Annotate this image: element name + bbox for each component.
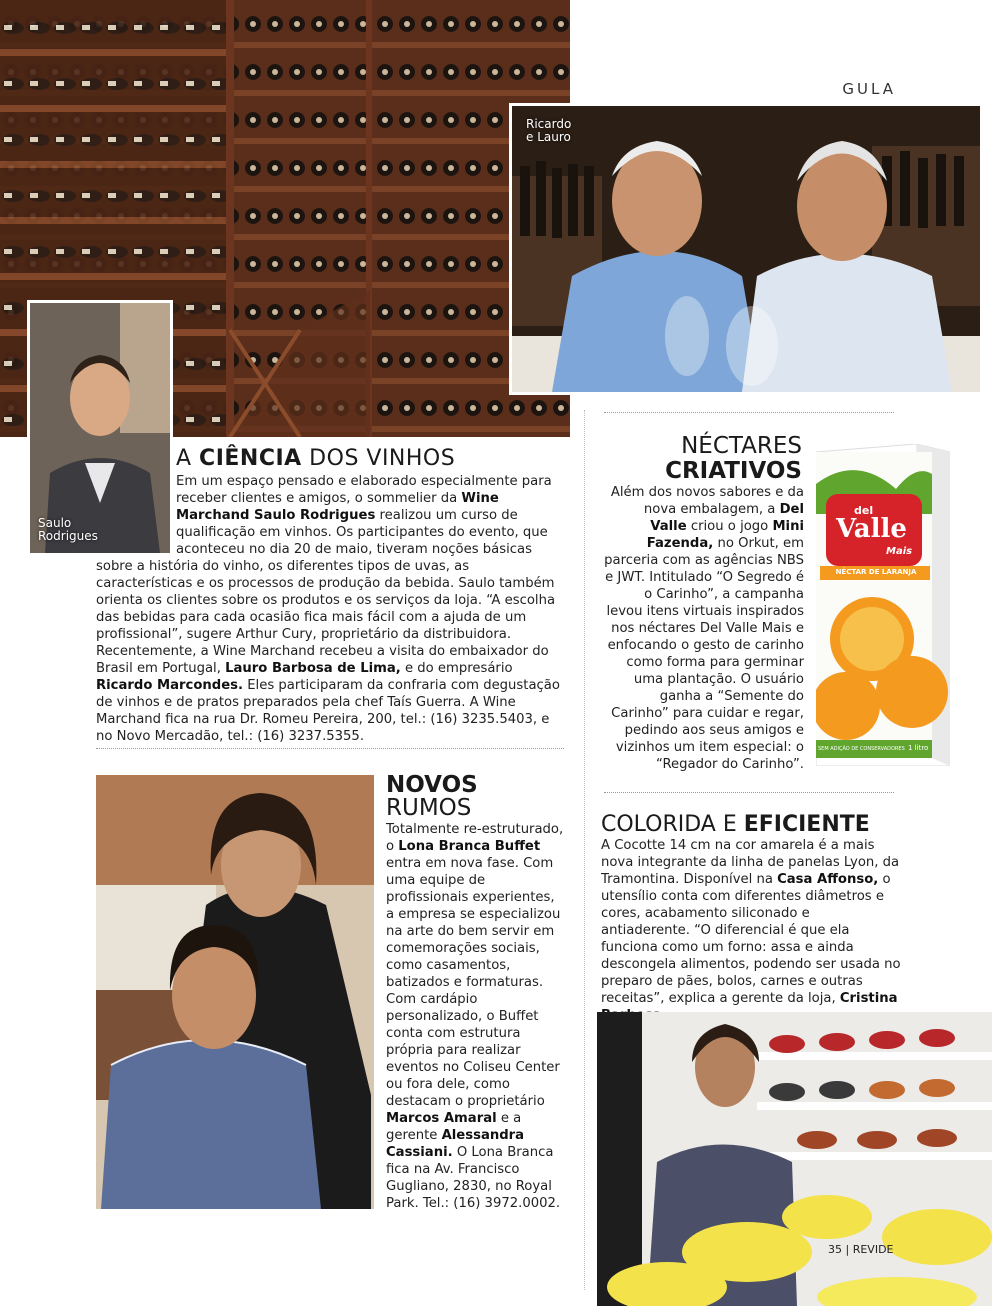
- novos-title-line1: NOVOS: [386, 772, 478, 798]
- pack-brand-main: Valle: [836, 514, 907, 544]
- saulo-caption-line1: Saulo: [38, 516, 72, 530]
- colorida-body: A Cocotte 14 cm na cor amarela é a mais nova integrante da linha de panelas Lyon, da Tramontina. Disponível na Casa Affonso, o utensílio conta com diferentes diâmetros e cores, acabamento siliconado e antiaderente. “O diferencial é que ela funciona como um forno: assa e ainda descongela alimentos, podendo ser usada no preparo de pães, bolos, carnes e outras receitas”, explica a gerente da loja, Cristina: [601, 838, 901, 1006]
- nectares-body: Além dos novos sabores e da nova embalagem, a Del Valle criou o jogo Mini Fazenda, no Orkut, em parceria com as agências NBS e JWT. Intitulado “O Segredo é o Carinho”, a campanha levou itens virtuais inspirados nos néctares Del Valle Mais e enfocando o gesto de carinho como forma para germinar uma plantação. O usuário ganha a “Semente do Carinho” para cuidar e regar, pedindo aos seus amigos e vizinhos um item especial: o “Regador do Carinho”.: [604, 485, 804, 772]
- footer-separator: |: [845, 1243, 850, 1256]
- cookware-illustration: [597, 1012, 992, 1306]
- colorida-title-bold: EFICIENTE: [743, 812, 870, 837]
- novos-rumos-illustration: [96, 775, 374, 1209]
- ciencia-title-bold: CIÊNCIA: [199, 446, 302, 471]
- colorida-title: [601, 812, 870, 837]
- nectares-bottom-divider: [604, 792, 894, 793]
- del-valle-juice-pack: [816, 444, 950, 766]
- ciencia-title-post: DOS VINHOS: [301, 446, 456, 471]
- novos-body: Totalmente re-estruturado, o Lona Branca Buffet entra em nova fase. Com uma equipe de profissionais experientes, a empresa se especializou na arte do bem servir em comemorações sociais, como casamentos, batizados e formaturas. Com cardápio personalizado, o Buffet conta com estrutura própria para realizar eventos no Coliseu Center ou fora dele, como destacam o proprietário Marcos Amaral e a gerente Alessandra Cassiani. O Lona Branca fica na Av. Francisco Gugliano, 2830, no Royal Park. Tel.: (16) 3972.0002.: [386, 822, 564, 1211]
- ciencia-title-pre: A: [176, 446, 200, 471]
- ricardo-caption-line2: e Lauro: [526, 130, 571, 144]
- nectares-top-divider: [604, 412, 894, 413]
- novos-rumos-photo: [96, 775, 374, 1209]
- ciencia-body: Em um espaço pensado e elaborado especialmente para receber clientes e amigos, o sommelier da Wine Marchand Saulo Rodrigues realizou um curso de qualificação em vinhos. Os participantes do evento, que aconteceu no dia 20 de maio, tiveram noções básicas sobre a história do vinho, os diferentes tipos de uvas, as características e os processos de produção da bebida. Saulo também orienta os clientes sobre os produtos e os serviços da loja. “A escolha das bebidas para cada ocasião fica mais fácil com a ajuda de um profissional”, sugere Arthur Cury, proprietário da distribuidora. Recentemente, a Wine Marchand recebeu a visita do embaixador do Brasil em Portugal, Lauro Barbosa de Lima, e do empresário Ricardo Marcondes. Eles participaram da confraria com degustação de vinhos e de pratos preparados pela chef Taís Guerra. A Wine Marchand fica na rua Dr. Romeu Pereira, 200, tel.: (16) 3235.5403, e no Novo Mercadão, tel.: (16) 3237.5355.: [96, 474, 560, 744]
- nectares-title-line2: CRIATIVOS: [665, 458, 802, 484]
- juice-pack-illustration: [816, 444, 950, 766]
- pack-volume: 1 litro: [908, 744, 929, 752]
- saulo-caption-line2: Rodrigues: [38, 529, 98, 543]
- nectares-title-line1: NÉCTARES: [681, 433, 802, 459]
- ricardo-lauro-photo: [509, 103, 983, 395]
- pack-flavor: NÉCTAR DE LARANJA: [835, 568, 917, 576]
- novos-title: [386, 774, 478, 820]
- page-number: 35: [828, 1243, 842, 1256]
- pack-brand-sub: Mais: [886, 546, 913, 557]
- cookware-store-photo: [597, 1012, 992, 1306]
- ciencia-divider: [96, 748, 564, 749]
- nectares-title: [604, 434, 802, 484]
- ricardo-caption-line1: Ricardo: [526, 117, 572, 131]
- magazine-name: REVIDE: [852, 1243, 894, 1256]
- ciencia-title: [176, 446, 455, 471]
- page-footer: [828, 1243, 894, 1256]
- colorida-title-pre: COLORIDA E: [601, 812, 744, 837]
- ricardo-lauro-illustration: [512, 106, 980, 392]
- pack-note: SEM ADIÇÃO DE CONSERVADORES: [818, 746, 905, 752]
- pack-brand-top: del: [854, 504, 874, 517]
- novos-title-line2: RUMOS: [386, 795, 472, 821]
- section-label: GULA: [842, 80, 896, 98]
- column-divider: [584, 410, 585, 1290]
